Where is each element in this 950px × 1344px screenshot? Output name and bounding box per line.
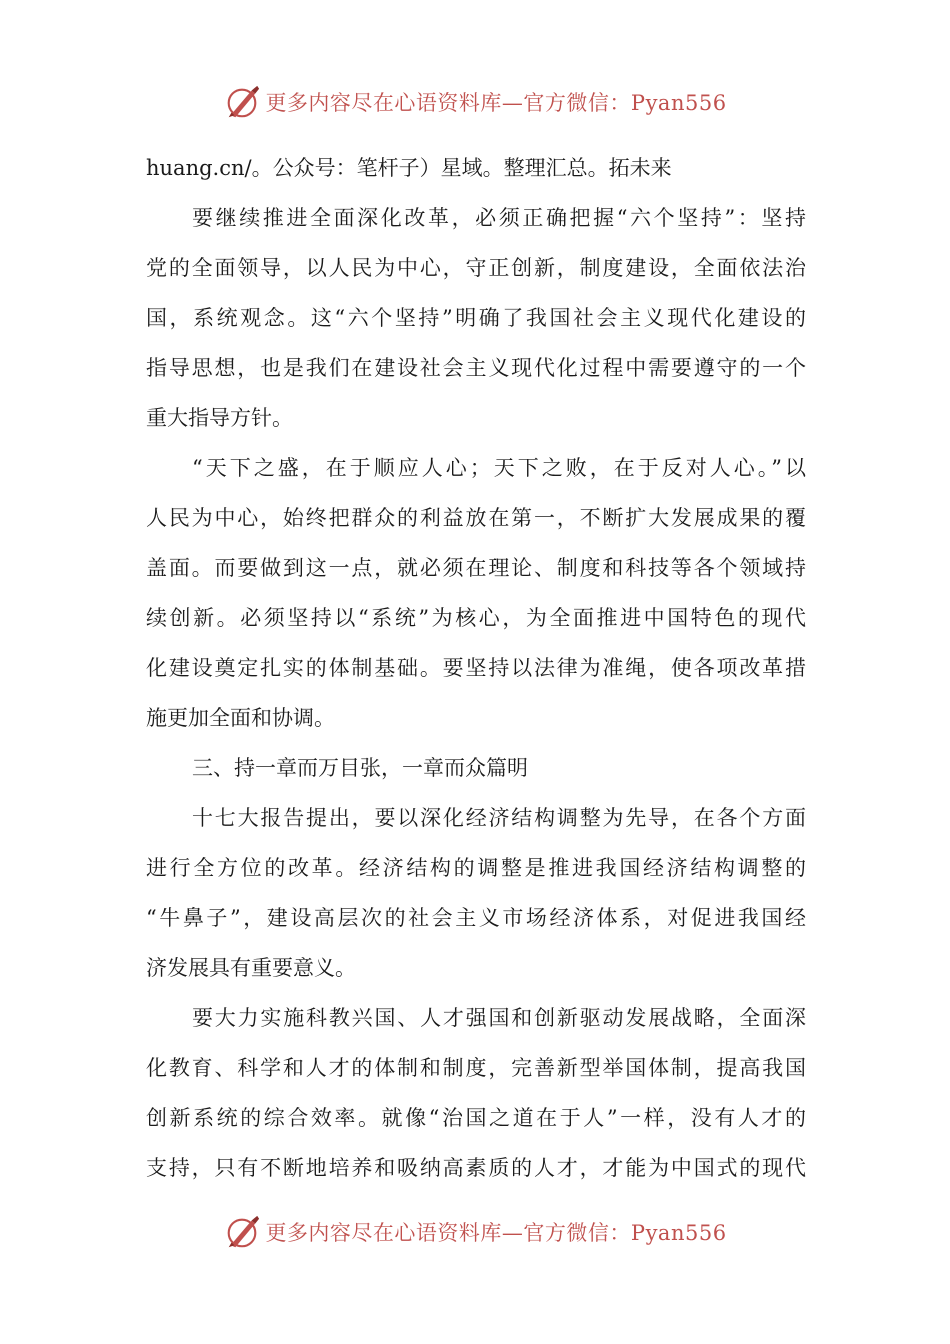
body-line-20: 创新系统的综合效率。就像“治国之道在于人”一样，没有人才的 [146,1106,806,1130]
body-line-16: “牛鼻子”，建设高层次的社会主义市场经济体系，对促进我国经 [146,906,806,930]
body-line-10: 续创新。必须坚持以“系统”为核心，为全面推进中国特色的现代 [146,606,806,630]
body-line-11: 化建设奠定扎实的体制基础。要坚持以法律为准绳，使各项改革措 [146,656,806,680]
footer-banner-text: 更多内容尽在心语资料库—官方微信：Pyan556 [265,1221,727,1245]
body-line-4: 国，系统观念。这“六个坚持”明确了我国社会主义现代化建设的 [146,306,806,330]
section-heading: 三、持一章而万目张，一章而众篇明 [192,756,528,780]
header-banner-text: 更多内容尽在心语资料库—官方微信：Pyan556 [265,91,727,115]
header-banner [0,80,950,124]
body-line-3: 党的全面领导，以人民为中心，守正创新，制度建设，全面依法治 [146,256,806,280]
body-line-21: 支持，只有不断地培养和吸纳高素质的人才，才能为中国式的现代 [146,1156,806,1180]
body-line-15: 进行全方位的改革。经济结构的调整是推进我国经济结构调整的 [146,856,806,880]
body-line-12: 施更加全面和协调。 [146,706,335,730]
body-line-8: 人民为中心，始终把群众的利益放在第一，不断扩大发展成果的覆 [146,506,806,530]
body-line-2: 要继续推进全面深化改革，必须正确把握“六个坚持”：坚持 [192,206,806,230]
body-line-5: 指导思想，也是我们在建设社会主义现代化过程中需要遵守的一个 [146,356,806,380]
pen-logo-icon [223,83,261,121]
document-body [146,143,806,1193]
body-line-19: 化教育、科学和人才的体制和制度，完善新型举国体制，提高我国 [146,1056,806,1080]
body-line-6: 重大指导方针。 [146,406,293,430]
body-line-17: 济发展具有重要意义。 [146,956,356,980]
pen-logo-icon [223,1213,261,1251]
body-line-7: “天下之盛，在于顺应人心；天下之败，在于反对人心。”以 [192,456,806,480]
footer-banner [0,1210,950,1254]
body-line-9: 盖面。而要做到这一点，就必须在理论、制度和科技等各个领域持 [146,556,806,580]
body-line-18: 要大力实施科教兴国、人才强国和创新驱动发展战略，全面深 [192,1006,806,1030]
body-line-14: 十七大报告提出，要以深化经济结构调整为先导，在各个方面 [192,806,806,830]
body-line-1: huang.cn/。公众号：笔杆子）星域。整理汇总。拓未来 [146,156,672,180]
